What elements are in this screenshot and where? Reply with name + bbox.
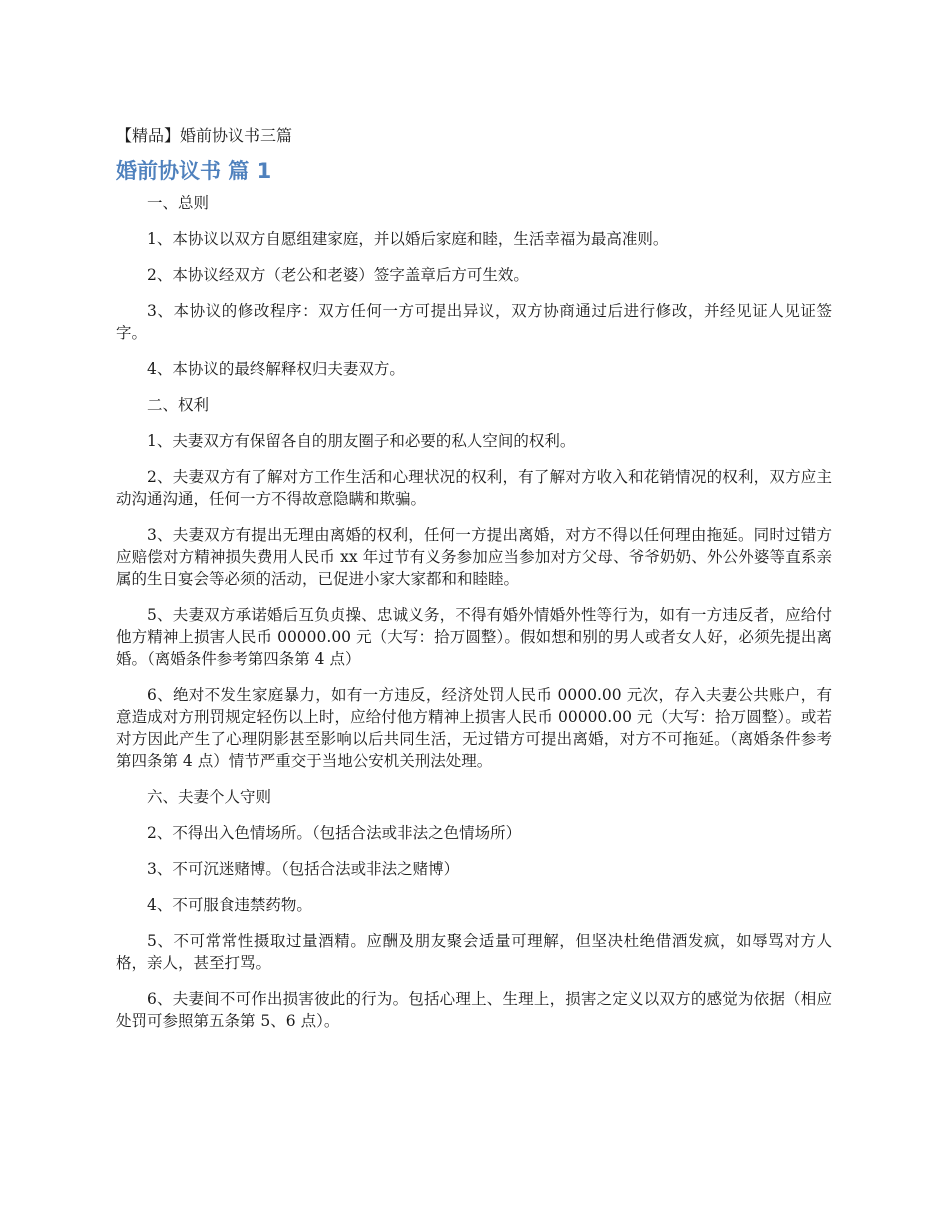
paragraph: 5、不可常常性摄取过量酒精。应酬及朋友聚会适量可理解，但坚决杜绝借酒发疯，如辱骂对方人格，亲人，甚至打骂。 xyxy=(116,932,832,972)
paragraph-rights-heading: 二、权利 xyxy=(147,396,210,414)
paragraph: 3、夫妻双方有提出无理由离婚的权利，任何一方提出离婚，对方不得以任何理由拖延。同时过错方应赔偿对方精神损失费用人民币 xx 年过节有义务参加应当参加对方父母、爷爷奶奶、外公外婆等直系亲属的生日宴会等必须的活动，已促进小家大家都和和睦睦。 xyxy=(116,526,832,588)
paragraph: 6、夫妻间不可作出损害彼此的行为。包括心理上、生理上，损害之定义以双方的感觉为依据（相应处罚可参照第五条第 5、6 点）。 xyxy=(116,990,832,1030)
paragraph: 2、夫妻双方有了解对方工作生活和心理状况的权利，有了解对方收入和花销情况的权利，双方应主动沟通沟通，任何一方不得故意隐瞒和欺骗。 xyxy=(116,468,832,508)
paragraph: 4、本协议的最终解释权归夫妻双方。 xyxy=(147,360,405,378)
paragraph: 2、不得出入色情场所。（包括合法或非法之色情场所） xyxy=(147,824,522,842)
paragraph-general-heading: 一、总则 xyxy=(147,194,210,212)
paragraph: 1、本协议以双方自愿组建家庭，并以婚后家庭和睦，生活幸福为最高准则。 xyxy=(147,230,669,248)
paragraph: 2、本协议经双方（老公和老婆）签字盖章后方可生效。 xyxy=(147,266,529,284)
document-title: 【精品】婚前协议书三篇 xyxy=(116,126,293,145)
paragraph: 5、夫妻双方承诺婚后互负贞操、忠诚义务，不得有婚外情婚外性等行为，如有一方违反者，应给付他方精神上损害人民币 00000.00 元（大写：拾万圆整）。假如想和别的男人或者女人好，必须先提出离婚。（离婚条件参考第四条第 4 点） xyxy=(116,606,832,668)
paragraph: 4、不可服食违禁药物。 xyxy=(147,896,312,914)
paragraph-personal-rules-heading: 六、夫妻个人守则 xyxy=(147,788,272,806)
paragraph: 1、夫妻双方有保留各自的朋友圈子和必要的私人空间的权利。 xyxy=(147,432,576,450)
paragraph: 3、不可沉迷赌博。（包括合法或非法之赌博） xyxy=(147,860,460,878)
paragraph: 3、本协议的修改程序：双方任何一方可提出异议，双方协商通过后进行修改，并经见证人见证签字。 xyxy=(116,302,832,342)
section-heading: 婚前协议书 篇 1 xyxy=(116,159,272,183)
paragraph: 6、绝对不发生家庭暴力，如有一方违反，经济处罚人民币 0000.00 元次，存入夫妻公共账户，有意造成对方刑罚规定轻伤以上时，应给付他方精神上损害人民币 00000.00 元（大写：拾万圆整）。或若对方因此产生了心理阴影甚至影响以后共同生活，无过错方可提出离婚，对方不可拖延。（离婚条件参考第四条第 4 点）情节严重交于当地公安机关刑法处理。 xyxy=(116,686,832,770)
